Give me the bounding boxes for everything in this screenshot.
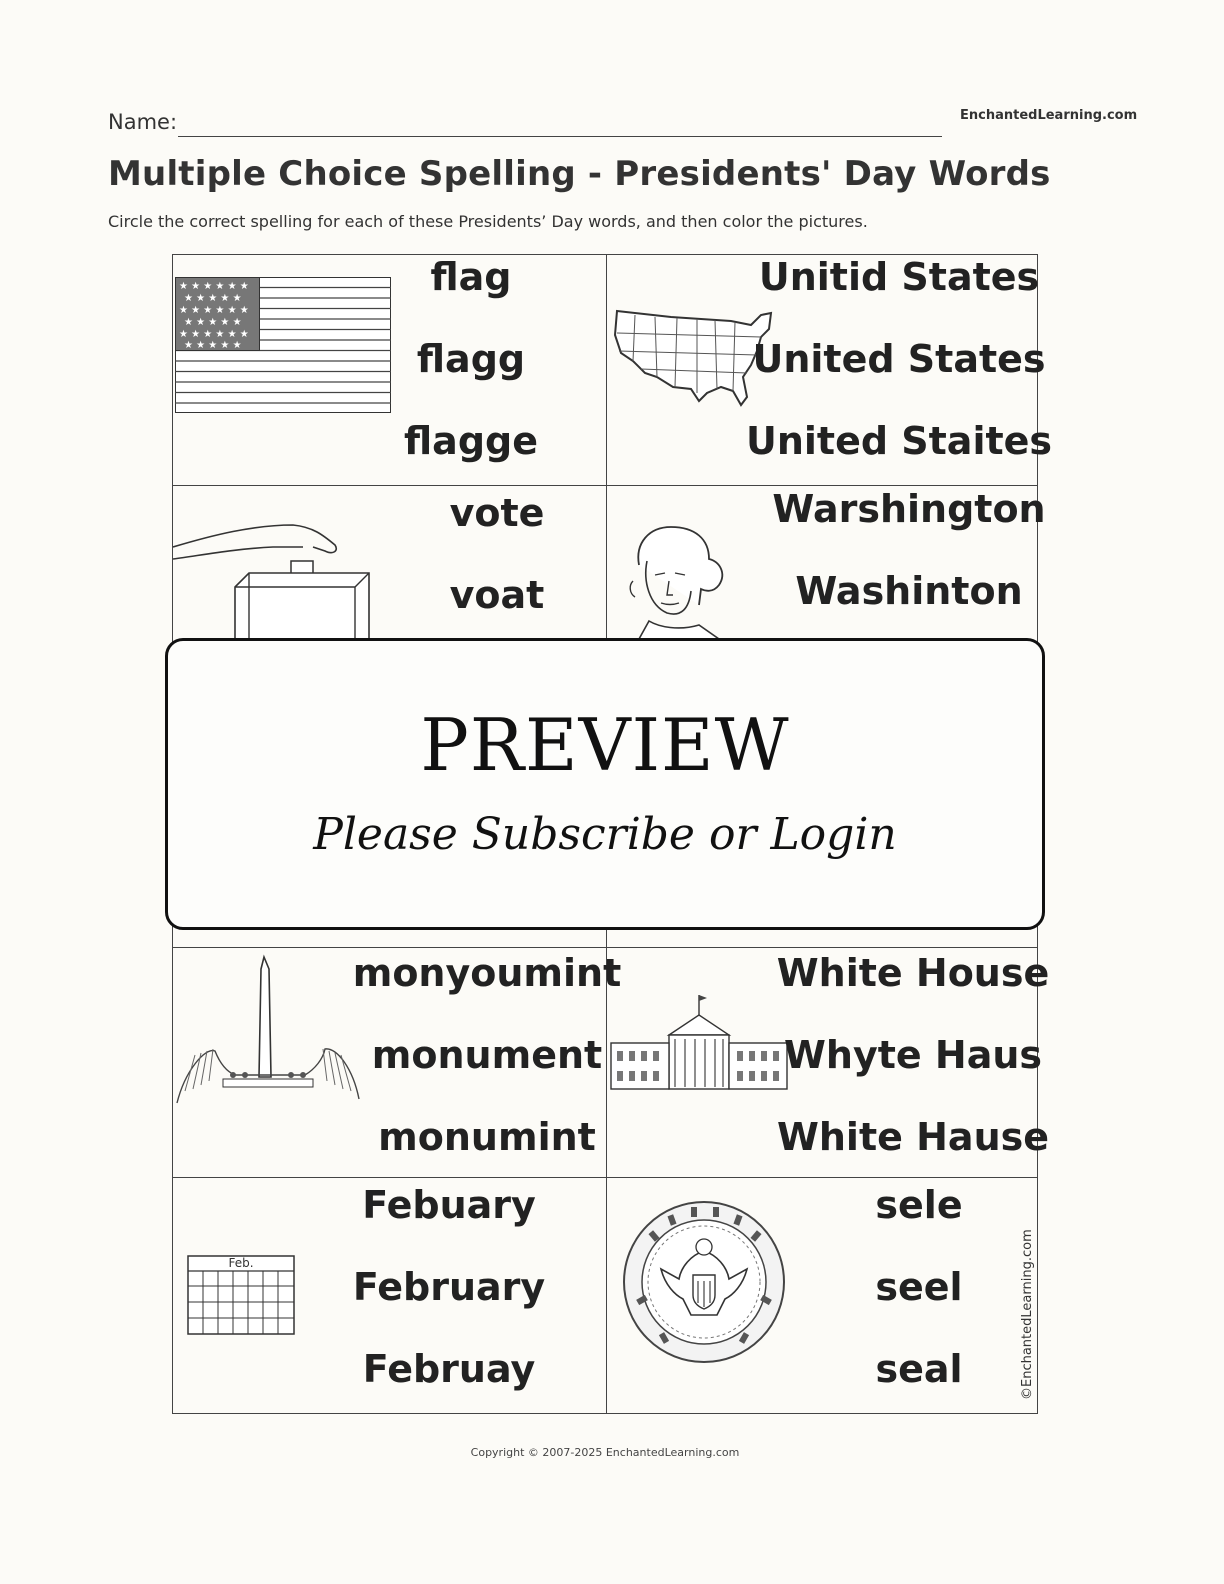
svg-text:★ ★ ★ ★ ★: ★ ★ ★ ★ ★ (184, 293, 242, 304)
calendar-month-label: Feb. (228, 1256, 254, 1270)
choice-word[interactable]: vote (449, 491, 545, 535)
grid-divider (173, 1177, 1037, 1178)
vertical-credit: ©EnchantedLearning.com (1020, 1229, 1035, 1400)
svg-text:★ ★ ★ ★ ★ ★: ★ ★ ★ ★ ★ ★ (179, 305, 249, 316)
choice-word[interactable]: flagge (404, 419, 538, 463)
choice-word[interactable]: United States (752, 337, 1046, 381)
preview-overlay[interactable] (165, 638, 1045, 930)
name-line (178, 136, 942, 137)
choice-word[interactable]: Warshington (772, 487, 1046, 531)
white-house-image (609, 991, 789, 1091)
choice-word[interactable]: monyoumint (352, 951, 622, 995)
svg-text:★ ★ ★ ★ ★ ★: ★ ★ ★ ★ ★ ★ (179, 281, 249, 292)
choice-word[interactable]: Februay (362, 1347, 536, 1391)
choice-word[interactable]: February (352, 1265, 546, 1309)
presidential-seal-image (621, 1195, 787, 1365)
choice-word[interactable]: White Hause (776, 1115, 1050, 1159)
site-name: EnchantedLearning.com (960, 108, 1138, 123)
choice-word[interactable]: seel (875, 1265, 963, 1309)
washington-monument-image (175, 951, 361, 1111)
choice-word[interactable]: United Staites (745, 419, 1053, 463)
preview-title: PREVIEW (420, 703, 790, 787)
grid-divider (173, 947, 1037, 948)
name-label: Name: (108, 110, 178, 134)
svg-text:★ ★ ★ ★ ★: ★ ★ ★ ★ ★ (184, 317, 242, 328)
choice-word[interactable]: monument (371, 1033, 603, 1077)
copyright: Copyright © 2007-2025 EnchantedLearning.com (470, 1446, 740, 1459)
george-washington-portrait-image (619, 521, 739, 639)
ballot-box-image (173, 517, 373, 639)
choice-word[interactable]: sele (875, 1183, 963, 1227)
grid-divider (173, 485, 1037, 486)
choice-word[interactable]: Febuary (362, 1183, 536, 1227)
svg-text:★ ★ ★ ★ ★ ★: ★ ★ ★ ★ ★ ★ (179, 329, 249, 340)
choice-word[interactable]: voat (449, 573, 545, 617)
choice-word[interactable]: seal (875, 1347, 963, 1391)
calendar-image (187, 1255, 295, 1335)
instructions: Circle the correct spelling for each of these Presidents’ Day words, and then color the pictures. (108, 212, 868, 231)
subscribe-login-prompt[interactable]: Please Subscribe or Login (313, 809, 897, 860)
choice-word[interactable]: Unitid States (758, 255, 1040, 299)
choice-word[interactable]: Washinton (795, 569, 1023, 613)
choice-word[interactable]: flagg (416, 337, 526, 381)
svg-text:★ ★ ★ ★ ★: ★ ★ ★ ★ ★ (184, 340, 242, 351)
us-flag-image (175, 277, 391, 413)
choice-word[interactable]: flag (430, 255, 512, 299)
choice-word[interactable]: White House (776, 951, 1050, 995)
choice-word[interactable]: Whyte Haus (783, 1033, 1043, 1077)
page-title: Multiple Choice Spelling - Presidents' Day Words (108, 154, 1051, 194)
choice-word[interactable]: monumint (378, 1115, 596, 1159)
